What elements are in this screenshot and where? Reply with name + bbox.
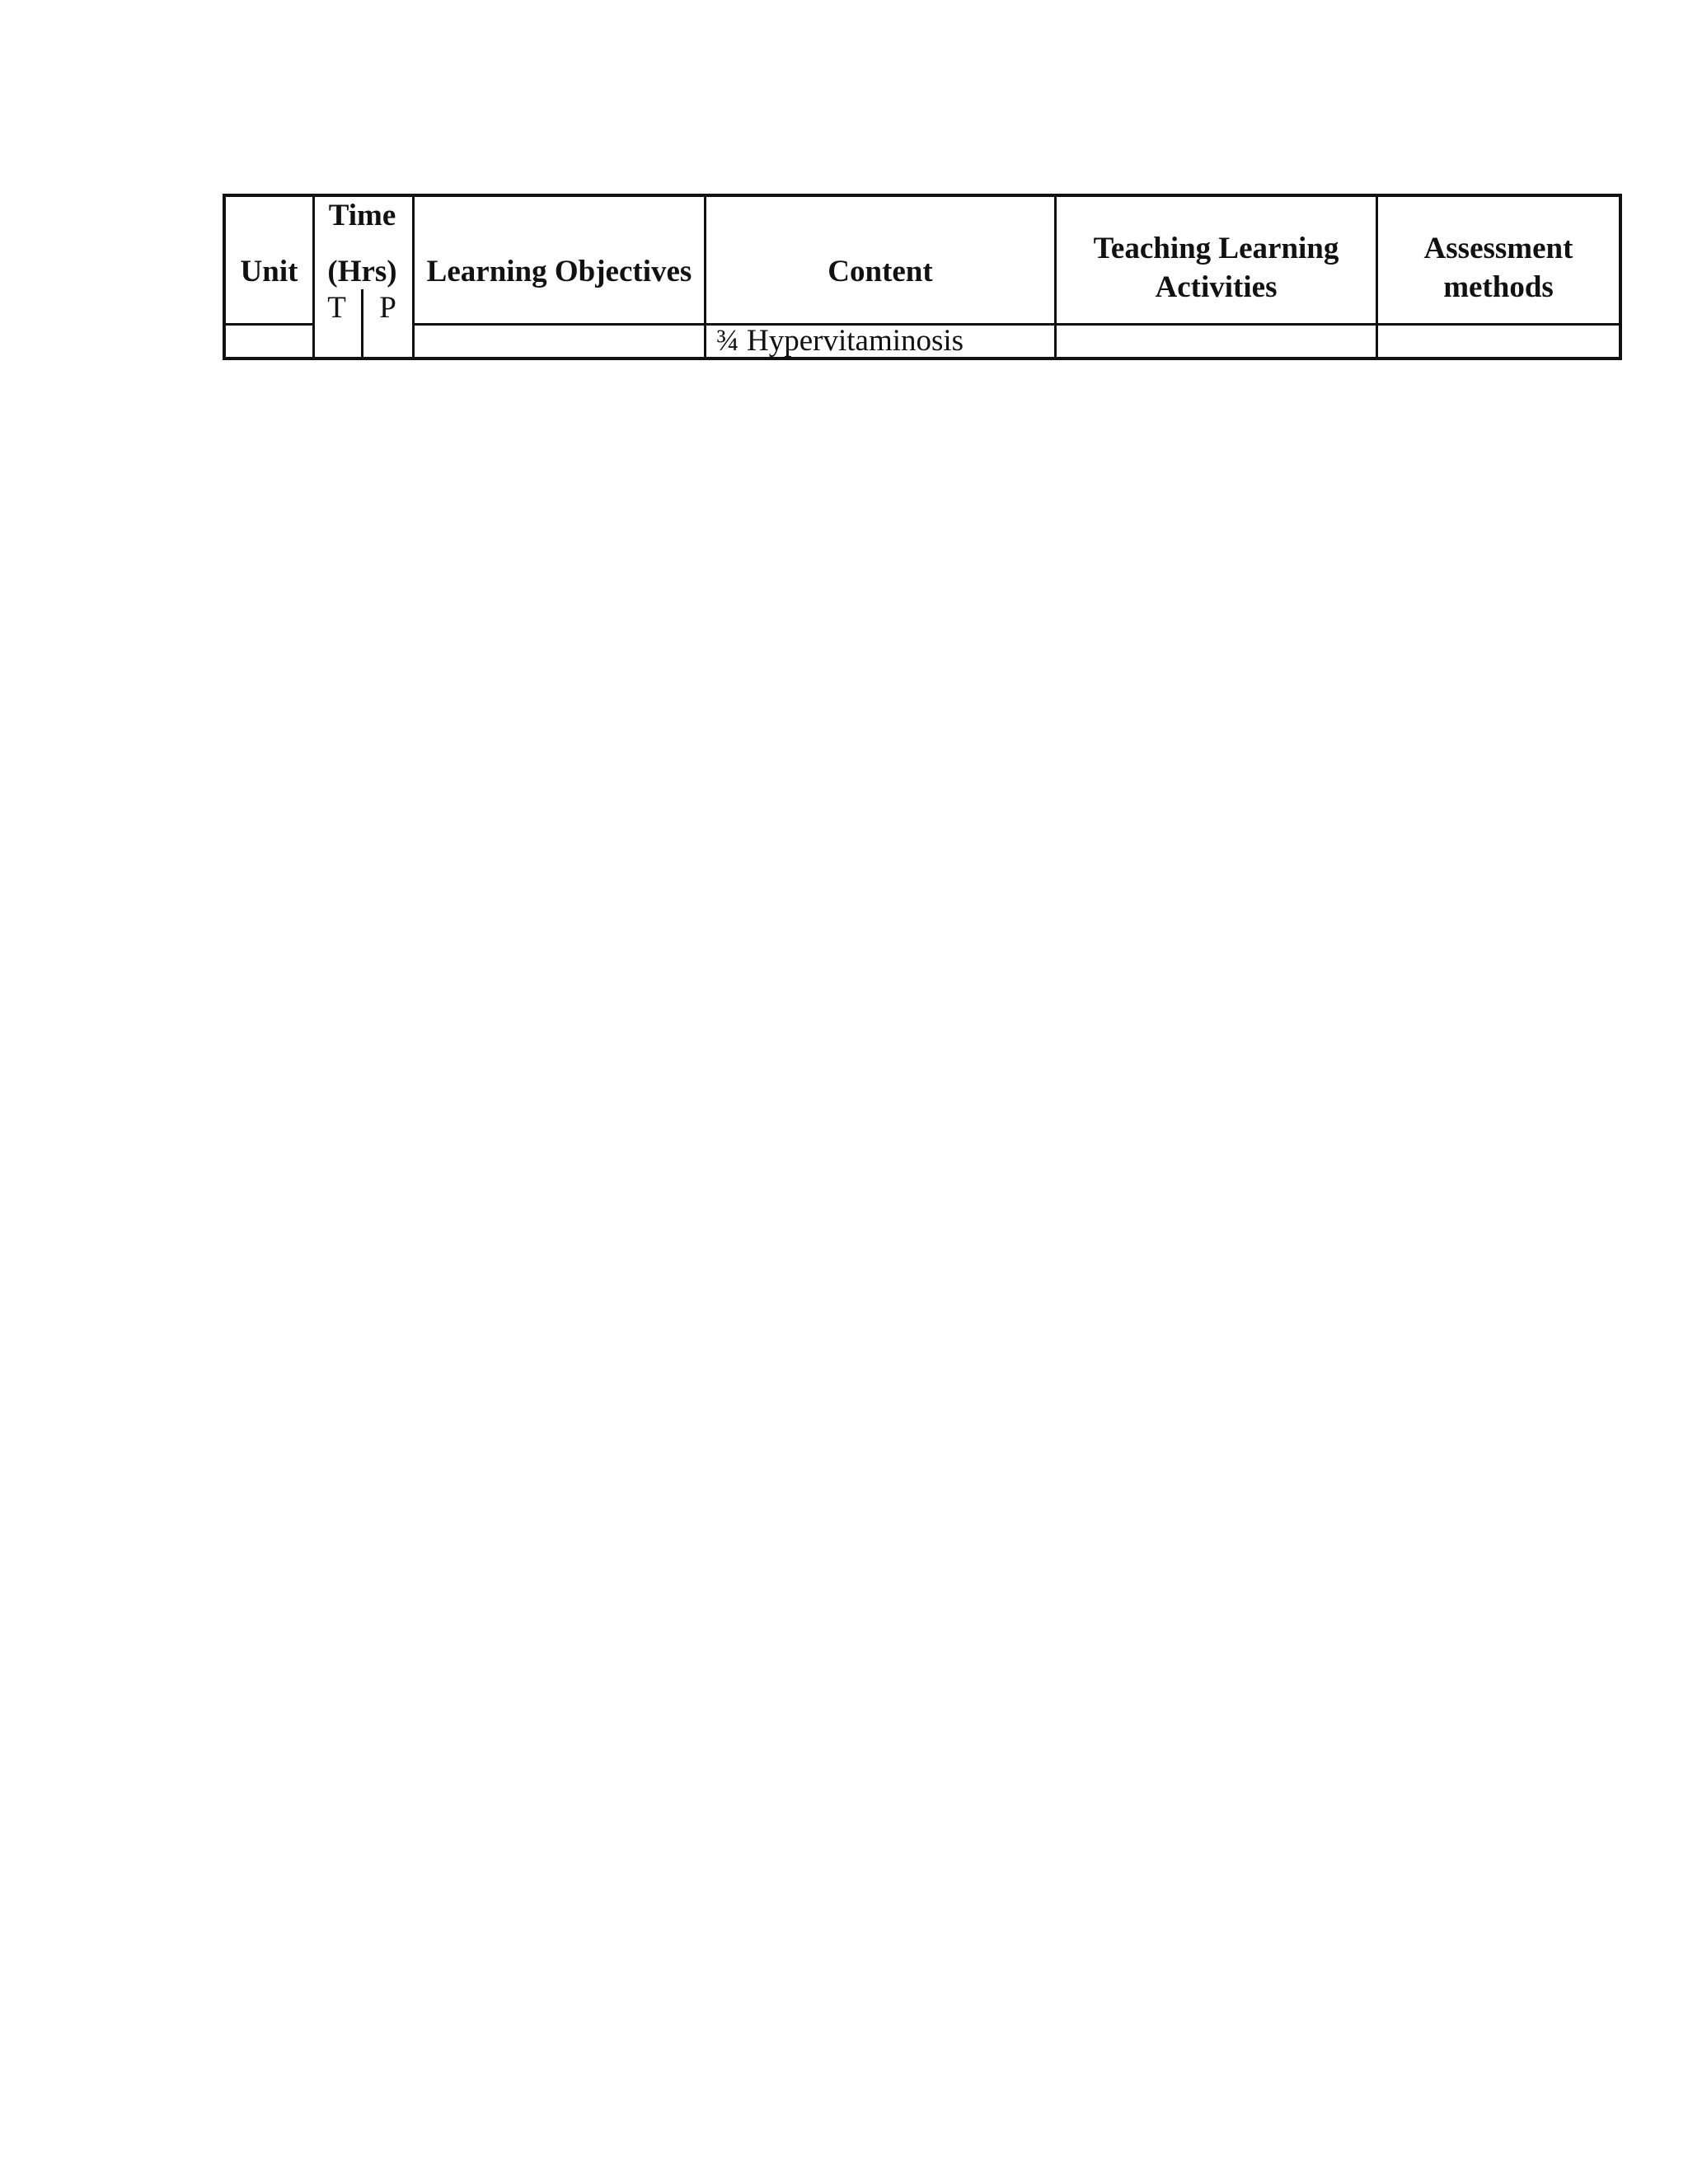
header-divider-left bbox=[226, 323, 313, 326]
header-divider-right bbox=[412, 323, 1619, 326]
header-assessment-methods: methods bbox=[1443, 270, 1554, 304]
header-time-p: P bbox=[379, 291, 396, 325]
header-time: Time bbox=[328, 199, 396, 232]
header-learning-objectives: Learning Objectives bbox=[426, 255, 692, 288]
row-content-cell: ¾ Hypervitaminosis bbox=[716, 324, 964, 358]
header-teaching-learning: Teaching Learning bbox=[1093, 232, 1339, 265]
header-unit: Unit bbox=[240, 255, 298, 288]
header-content: Content bbox=[828, 255, 933, 288]
header-teaching-activities: Activities bbox=[1155, 270, 1278, 304]
header-assessment: Assessment bbox=[1423, 232, 1573, 265]
header-time-t: T bbox=[327, 291, 346, 325]
curriculum-table bbox=[223, 194, 1622, 360]
header-time-hrs: (Hrs) bbox=[327, 255, 397, 288]
